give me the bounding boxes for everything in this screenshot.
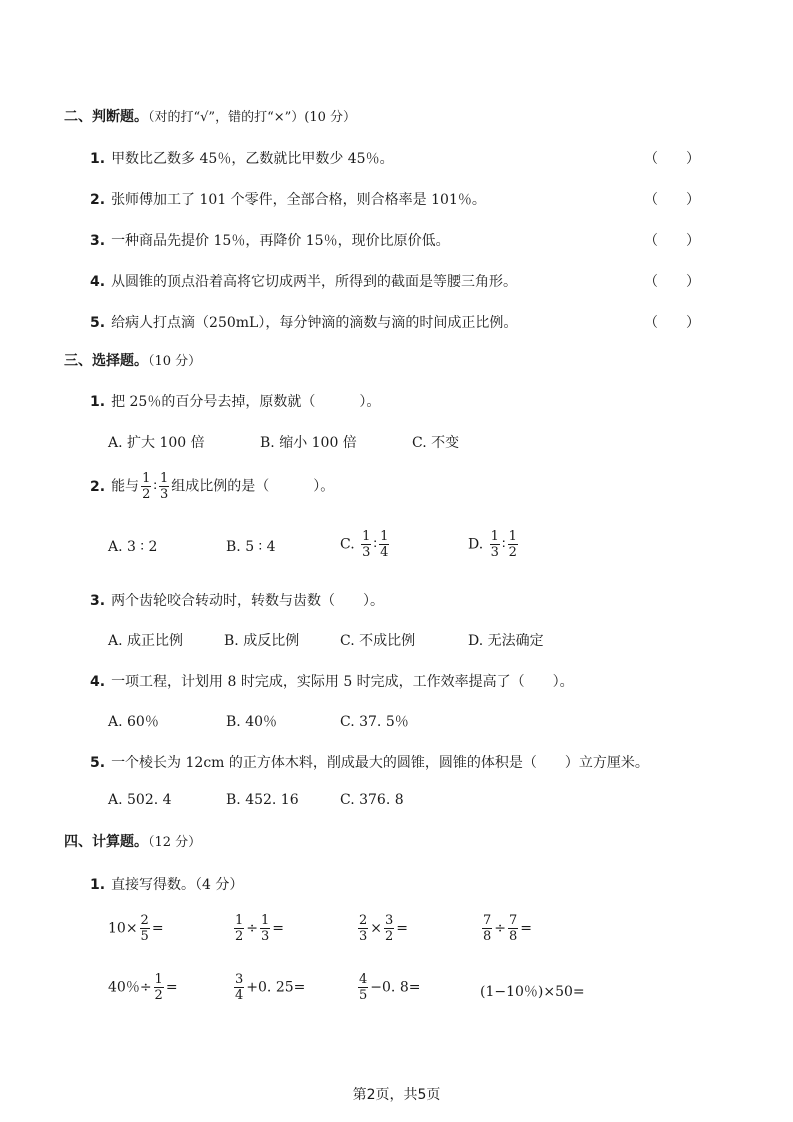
calc-expression[interactable] — [108, 914, 164, 943]
equals-sign: = — [396, 920, 409, 937]
answer-paren-5[interactable]: （ ） — [644, 315, 700, 331]
denominator: 2 — [508, 545, 517, 560]
numerator: 1 — [362, 529, 371, 544]
fraction — [508, 530, 518, 559]
numerator: 1 — [490, 529, 499, 544]
option-label: C. — [340, 536, 355, 553]
denominator: 3 — [160, 487, 169, 502]
question-number: 2. — [90, 478, 106, 495]
question-text: 一种商品先提价 15％，再降价 15％，现价比原价低。 — [111, 233, 450, 249]
fraction — [379, 530, 389, 559]
option-a[interactable]: A. 成正比例 — [108, 633, 184, 649]
section-3-note: （10 分） — [148, 354, 202, 369]
denominator: 2 — [154, 988, 163, 1003]
option-c[interactable]: C. 不成比例 — [340, 633, 416, 649]
ratio-sign: ∶ — [373, 536, 378, 553]
denominator: 2 — [235, 929, 244, 944]
calc-expression[interactable] — [480, 914, 532, 943]
judge-question-2 — [90, 189, 486, 209]
question-number: 5. — [90, 755, 106, 771]
ratio-sign: ∶ — [153, 478, 157, 495]
option-d[interactable] — [468, 530, 520, 559]
equals-sign: = — [165, 979, 178, 996]
calc-expression[interactable]: (1−10％)×50= — [480, 984, 585, 1000]
question-text: 一项工程，计划用 8 时完成，实际用 5 时完成，工作效率提高了（ ）。 — [111, 674, 574, 690]
numerator: 2 — [140, 913, 149, 928]
calc-expression[interactable] — [108, 973, 178, 1002]
option-a[interactable]: A. 3 ∶ 2 — [108, 539, 158, 555]
denominator: 3 — [261, 929, 270, 944]
section-2-title: 二、判断题。 — [64, 109, 148, 125]
option-c[interactable]: C. 37. 5％ — [340, 714, 409, 730]
calc-subquestion-1 — [90, 874, 243, 894]
denominator: 4 — [380, 545, 389, 560]
fraction — [358, 973, 368, 1002]
option-a[interactable]: A. 502. 4 — [108, 792, 172, 808]
denominator: 3 — [362, 545, 371, 560]
denominator: 3 — [359, 929, 368, 944]
answer-paren-2[interactable]: （ ） — [644, 192, 700, 208]
expr-text: 40％÷ — [108, 979, 152, 996]
option-b[interactable]: B. 成反比例 — [224, 633, 300, 649]
question-text: 两个齿轮咬合转动时，转数与齿数（ ）。 — [111, 593, 385, 609]
calc-expression[interactable] — [356, 973, 420, 1002]
expr-text: 10× — [108, 920, 138, 937]
denominator: 5 — [359, 988, 368, 1003]
question-number: 5. — [90, 315, 106, 331]
question-number: 3. — [90, 593, 106, 609]
option-a[interactable]: A. 60％ — [108, 714, 159, 730]
numerator: 3 — [235, 972, 244, 987]
numerator: 1 — [235, 913, 244, 928]
numerator: 1 — [508, 529, 517, 544]
question-text-end: ）。 — [313, 478, 335, 495]
fraction — [490, 530, 500, 559]
question-text-post: ）。 — [359, 394, 381, 410]
numerator: 7 — [509, 913, 518, 928]
section-4-title: 四、计算题。 — [64, 834, 148, 850]
option-label: D. — [468, 536, 484, 553]
fraction — [508, 914, 518, 943]
page-footer: 第2页，共5页 — [352, 1087, 441, 1103]
question-text: 给病人打点滴（250mL），每分钟滴的滴数与滴的时间成正比例。 — [111, 315, 518, 331]
option-c[interactable]: C. 不变 — [412, 435, 460, 451]
choice-question-3 — [90, 590, 384, 610]
option-b[interactable]: B. 缩小 100 倍 — [260, 435, 357, 451]
expr-text: −0. 8= — [370, 979, 421, 996]
calc-expression[interactable] — [356, 914, 408, 943]
question-number: 1. — [90, 394, 106, 410]
operator: ÷ — [246, 920, 259, 937]
judge-question-4 — [90, 271, 517, 291]
section-3-heading — [64, 350, 201, 370]
fraction — [361, 530, 371, 559]
option-d[interactable]: D. 无法确定 — [468, 633, 544, 649]
fraction — [260, 914, 270, 943]
question-number: 4. — [90, 674, 106, 690]
judge-question-3 — [90, 230, 450, 250]
equals-sign: = — [272, 920, 285, 937]
numerator: 1 — [380, 529, 389, 544]
equals-sign: = — [520, 920, 533, 937]
fraction — [140, 914, 150, 943]
denominator: 2 — [142, 487, 151, 502]
numerator: 1 — [154, 972, 163, 987]
choice-question-2 — [90, 472, 334, 501]
question-number: 2. — [90, 192, 106, 208]
question-text: 从圆锥的顶点沿着高将它切成两半，所得到的截面是等腰三角形。 — [111, 274, 518, 290]
numerator: 1 — [142, 471, 151, 486]
denominator: 8 — [483, 929, 492, 944]
choice-question-5 — [90, 752, 649, 772]
section-2-note: （对的打“√”，错的打“×”）(10 分） — [148, 110, 357, 125]
fraction — [234, 914, 244, 943]
section-2-heading — [64, 106, 356, 126]
denominator: 8 — [509, 929, 518, 944]
question-number: 4. — [90, 274, 106, 290]
choice-question-1 — [90, 391, 380, 411]
denominator: 3 — [490, 545, 499, 560]
numerator: 4 — [359, 972, 368, 987]
answer-paren-3[interactable]: （ ） — [644, 233, 700, 249]
calc-expression[interactable] — [232, 973, 305, 1002]
judge-question-5 — [90, 312, 517, 332]
fraction — [482, 914, 492, 943]
choice-question-4 — [90, 671, 574, 691]
fraction — [234, 973, 244, 1002]
fraction — [384, 914, 394, 943]
operator: × — [370, 920, 383, 937]
answer-paren-1[interactable]: （ ） — [644, 151, 700, 167]
section-4-heading — [64, 831, 201, 851]
option-c[interactable]: C. 376. 8 — [340, 792, 404, 808]
question-text: 甲数比乙数多 45％，乙数就比甲数少 45％。 — [111, 151, 394, 167]
question-number: 3. — [90, 233, 106, 249]
option-b[interactable]: B. 452. 16 — [226, 792, 299, 808]
numerator: 3 — [385, 913, 394, 928]
equals-sign: = — [151, 920, 164, 937]
option-b[interactable]: B. 5 ∶ 4 — [226, 539, 276, 555]
operator: ÷ — [494, 920, 507, 937]
option-a[interactable]: A. 扩大 100 倍 — [108, 435, 205, 451]
question-text-pre: 把 25％的百分号去掉，原数就（ — [111, 394, 316, 410]
ratio-sign: ∶ — [501, 536, 506, 553]
judge-question-1 — [90, 148, 394, 168]
numerator: 1 — [160, 471, 169, 486]
calc-expression[interactable] — [232, 914, 284, 943]
question-text: 张师傅加工了 101 个零件，全部合格，则合格率是 101％。 — [111, 192, 486, 208]
section-3-title: 三、选择题。 — [64, 353, 148, 369]
option-b[interactable]: B. 40％ — [226, 714, 278, 730]
question-number: 1. — [90, 151, 106, 167]
question-text-post: 组成比例的是（ — [171, 478, 270, 495]
denominator: 2 — [385, 929, 394, 944]
answer-paren-4[interactable]: （ ） — [644, 274, 700, 290]
question-text: 一个棱长为 12cm 的正方体木料，削成最大的圆锥，圆锥的体积是（ ）立方厘米。 — [111, 755, 649, 771]
question-text-pre: 能与 — [111, 478, 140, 495]
option-c[interactable] — [340, 530, 391, 559]
numerator: 2 — [359, 913, 368, 928]
denominator: 5 — [140, 929, 149, 944]
numerator: 1 — [261, 913, 270, 928]
question-text: 直接写得数。（4 分） — [111, 877, 244, 893]
expr-text: +0. 25= — [246, 979, 306, 996]
fraction — [159, 472, 169, 501]
question-number: 1. — [90, 877, 106, 893]
numerator: 7 — [483, 913, 492, 928]
fraction — [141, 472, 151, 501]
denominator: 4 — [235, 988, 244, 1003]
fraction — [154, 973, 164, 1002]
section-4-note: （12 分） — [148, 835, 202, 850]
fraction — [358, 914, 368, 943]
